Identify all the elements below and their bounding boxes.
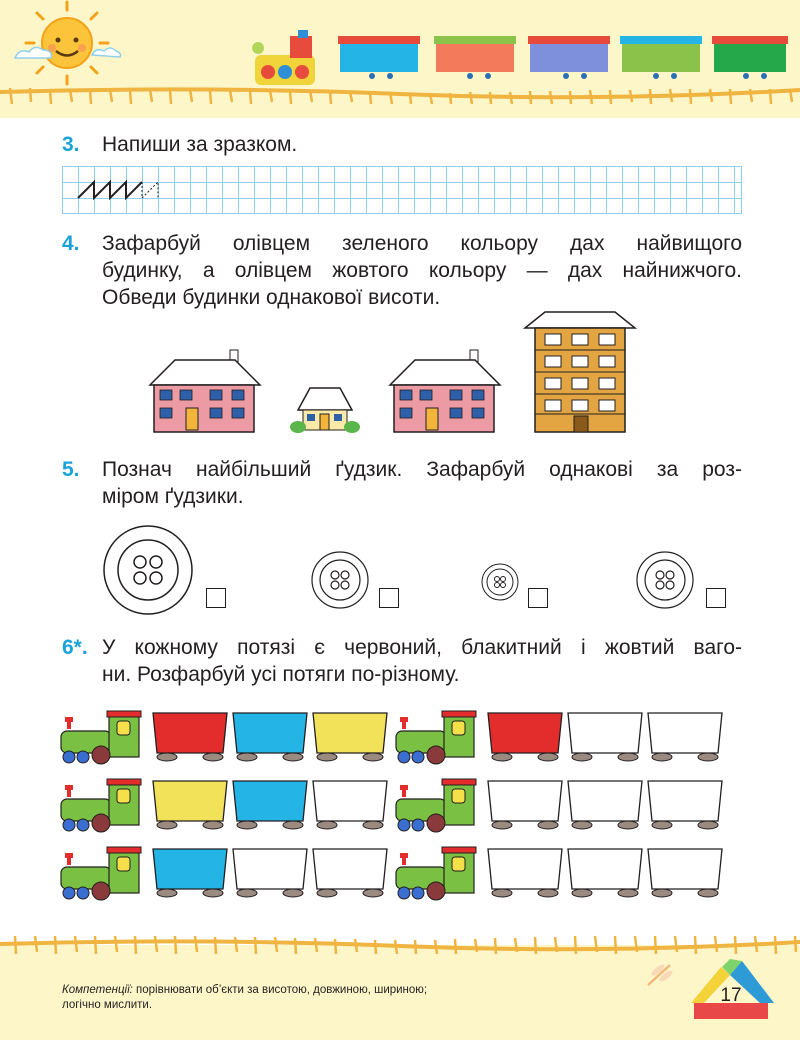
zigzag-sample	[62, 166, 182, 214]
wagon[interactable]	[488, 713, 562, 761]
houses-illustration	[140, 310, 640, 435]
house-pink-right	[390, 350, 500, 432]
checkbox-button-large[interactable]	[206, 588, 226, 608]
house-small	[290, 388, 360, 433]
trains-illustration	[55, 705, 745, 905]
dragonfly-icon	[640, 960, 680, 990]
page-number: 17	[720, 985, 742, 1006]
footer-competencies	[62, 983, 542, 1013]
checkbox-button-medium-1[interactable]	[379, 588, 399, 608]
wagon[interactable]	[488, 849, 562, 897]
task-number: 4.	[62, 232, 80, 255]
buttons-illustration	[100, 525, 720, 615]
sun-icon	[26, 2, 108, 84]
button-medium-2	[637, 552, 693, 608]
wagon[interactable]	[153, 849, 227, 897]
task-3	[62, 131, 762, 161]
task-5	[62, 456, 762, 512]
wagon[interactable]	[313, 781, 387, 829]
task-number: 5.	[62, 458, 80, 481]
wagon[interactable]	[568, 849, 642, 897]
wagon[interactable]	[233, 713, 307, 761]
house-tall	[525, 312, 635, 432]
button-medium-1	[312, 552, 368, 608]
task-number: 3.	[62, 133, 80, 156]
task-text-line: У кожному потязі є червоний, блакитний і жовтий ваго-	[102, 636, 742, 659]
footer-fence	[0, 930, 800, 960]
header-decoration	[0, 0, 800, 118]
checkbox-button-small[interactable]	[528, 588, 548, 608]
task-text-line: будинку, а олівцем жовтого кольору — дах найнижчого.	[102, 259, 742, 282]
wagon[interactable]	[648, 849, 722, 897]
task-text: Напиши за зразком.	[102, 133, 298, 156]
task-text-line: Зафарбуй олівцем зеленого кольору дах найвищого	[102, 232, 742, 255]
task-6	[62, 634, 762, 690]
train-1[interactable]	[61, 711, 387, 764]
button-large	[104, 526, 192, 614]
task-4	[62, 230, 762, 314]
train-6[interactable]	[396, 847, 722, 900]
train-5[interactable]	[61, 847, 387, 900]
train-4[interactable]	[396, 779, 722, 832]
wagon[interactable]	[648, 713, 722, 761]
wagon[interactable]	[648, 781, 722, 829]
wagon[interactable]	[233, 849, 307, 897]
wagon[interactable]	[313, 849, 387, 897]
button-small	[482, 564, 518, 600]
house-pink-left	[150, 350, 260, 432]
footer-text: порівнювати об’єкти за висотою, довжиною, шириною;	[132, 984, 428, 996]
train-2[interactable]	[396, 711, 722, 764]
wagon[interactable]	[153, 781, 227, 829]
wagon[interactable]	[233, 781, 307, 829]
footer-text-line2: логічно мислити.	[62, 999, 153, 1011]
task-number: 6*.	[62, 636, 88, 659]
footer-label: Компетенції:	[62, 984, 133, 996]
wagon[interactable]	[313, 713, 387, 761]
wagon[interactable]	[153, 713, 227, 761]
wagon[interactable]	[488, 781, 562, 829]
task-text-line: ни. Розфарбуй усі потяги по-різному.	[102, 663, 460, 686]
task-text-line: Обведи будинки однакової висоти.	[102, 286, 441, 309]
task-text-line: міром ґудзики.	[102, 485, 244, 508]
wagon[interactable]	[568, 781, 642, 829]
header-train-icon	[252, 30, 788, 85]
task-text-line: Познач найбільший ґудзик. Зафарбуй однакові за роз-	[102, 458, 742, 481]
wagon[interactable]	[568, 713, 642, 761]
train-3[interactable]	[61, 779, 387, 832]
checkbox-button-medium-2[interactable]	[706, 588, 726, 608]
